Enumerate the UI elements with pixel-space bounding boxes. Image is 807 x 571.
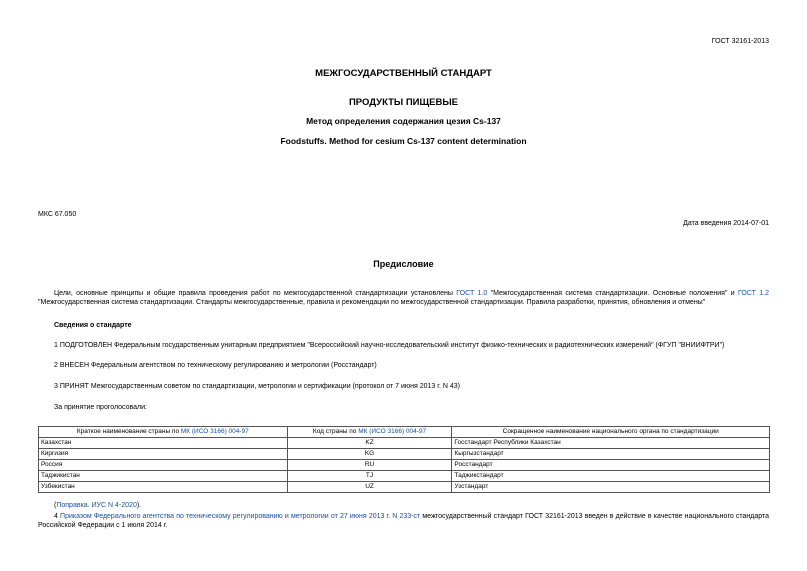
info-item-submitted: 2 ВНЕСЕН Федеральным агентством по техническому регулированию и метрологии (Росстандарт) (54, 362, 377, 369)
code-cell: TJ (287, 471, 452, 482)
body-cell: Кыргызстандарт (452, 449, 770, 460)
country-cell: Киргизия (39, 449, 288, 460)
voting-countries-table (38, 426, 770, 493)
column-header-text: Код страны по (312, 428, 359, 435)
body-cell: Госстандарт Республики Казахстан (452, 438, 770, 449)
country-cell: Узбекистан (39, 482, 288, 493)
amendment-paren: ( (54, 502, 57, 509)
document-code: ГОСТ 32161-2013 (711, 38, 769, 45)
info-item-adopted: 3 ПРИНЯТ Межгосударственным советом по стандартизации, метрологии и сертификации (протокол от 7 июня 2013 г. N 43) (54, 383, 460, 390)
amendment-paren: ). (136, 502, 142, 509)
table-row (39, 471, 770, 482)
body-cell: Росстандарт (452, 460, 770, 471)
foreword-paragraph (38, 289, 769, 307)
code-cell: UZ (287, 482, 452, 493)
code-cell: RU (287, 460, 452, 471)
document-title: ПРОДУКТЫ ПИЩЕВЫЕ (348, 97, 459, 108)
standard-type-heading: МЕЖГОСУДАРСТВЕННЫЙ СТАНДАРТ (315, 68, 492, 79)
column-header-body: Сокращенное наименование национального органа по стандартизации (452, 427, 770, 438)
document-subtitle-en: Foodstuffs. Method for cesium Cs-137 content determination (280, 136, 527, 146)
table-row (39, 482, 770, 493)
order-link[interactable]: Приказом Федерального агентства по техническому регулированию и метрологии от 27 июня 2013 г. N 233-ст (60, 513, 421, 520)
standard-info-heading: Сведения о стандарте (54, 322, 132, 329)
amendment-note (54, 501, 141, 510)
info-item-prepared: 1 ПОДГОТОВЛЕН Федеральным государственным унитарным предприятием "Всероссийский научно-исследовательский институт физико-технических и радиотехнических измерений" (ФГУП "ВНИИФТРИ") (54, 342, 725, 349)
country-cell: Казахстан (39, 438, 288, 449)
voted-label: За принятие проголосовали: (54, 404, 147, 411)
gost-1-2-link[interactable]: ГОСТ 1.2 (738, 290, 769, 297)
country-cell: Таджикистан (39, 471, 288, 482)
mk-iso-3166-link[interactable]: МК (ИСО 3166) 004-97 (180, 428, 249, 435)
table-row (39, 438, 770, 449)
mk-iso-3166-link[interactable]: МК (ИСО 3166) 004-97 (358, 428, 427, 435)
foreword-heading: Предисловие (373, 259, 434, 269)
country-cell: Россия (39, 460, 288, 471)
table-row (39, 449, 770, 460)
column-header-text: Краткое наименование страны по (76, 428, 181, 435)
column-header-code (287, 427, 452, 438)
column-header-country (39, 427, 288, 438)
table-header-row (39, 427, 770, 438)
mks-code: МКС 67.050 (38, 211, 77, 218)
amendment-link[interactable]: Поправка. ИУС N 4-2020 (56, 502, 137, 509)
item-number: 4 (54, 513, 61, 520)
code-cell: KG (287, 449, 452, 460)
foreword-text-part: "Межгосударственная система стандартизации. Стандарты межгосударственные, правила и рекомендации по межгосударственной стандартизации. Правила разработки, принятия, обновления и отмены" (38, 299, 706, 306)
foreword-text-part: "Межгосударственная система стандартизации. Основные положения" и (487, 290, 738, 297)
gost-1-0-link[interactable]: ГОСТ 1.0 (456, 290, 488, 297)
item-text: межгосударственный стандарт ГОСТ 32161-2013 введен в действие в качестве национального стандарта Российской Федерации с 1 июля 2014 г. (38, 513, 769, 529)
foreword-text-part: Цели, основные принципы и общие правила проведения работ по межгосударственной стандартизации установлены (54, 290, 457, 297)
info-item-enacted (38, 512, 769, 530)
body-cell: Узстандарт (452, 482, 770, 493)
introduction-date: Дата введения 2014-07-01 (683, 220, 769, 227)
code-cell: KZ (287, 438, 452, 449)
document-subtitle-ru: Метод определения содержания цезия Cs-137 (306, 116, 501, 126)
body-cell: Таджикстандарт (452, 471, 770, 482)
table-row (39, 460, 770, 471)
